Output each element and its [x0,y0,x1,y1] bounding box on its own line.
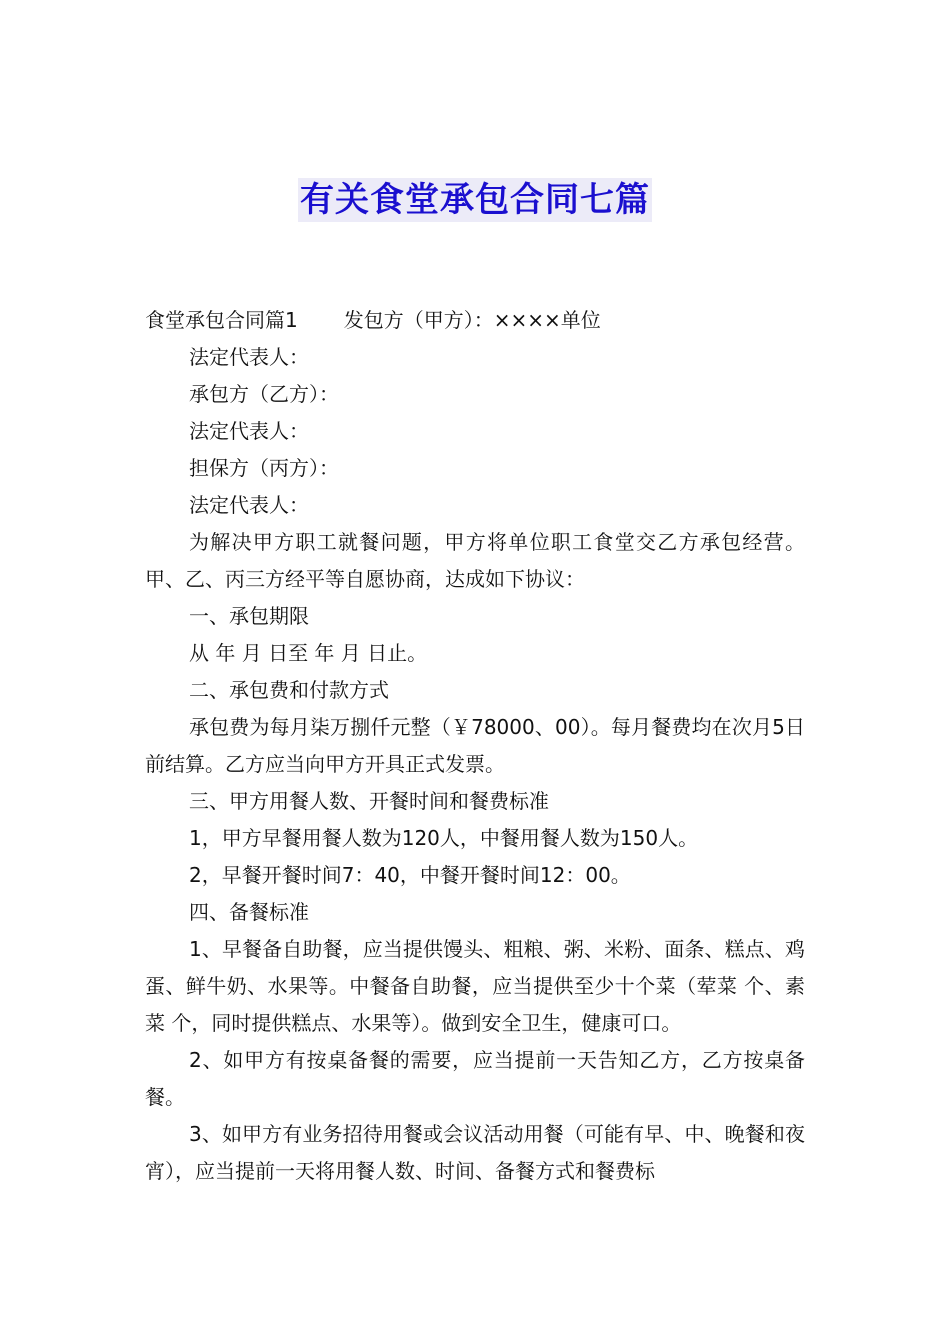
heading-fee: 二、承包费和付款方式 [189,678,389,702]
paragraph: 承包费为每月柒万捌仟元整（￥78000、00）。每月餐费均在次月5日前结算。乙方应当向甲方开具正式发票。 [145,715,805,776]
paragraph: 法定代表人： [189,493,309,517]
paragraph: 2、如甲方有按桌备餐的需要，应当提前一天告知乙方，乙方按桌备餐。 [145,1048,805,1109]
paragraph: 法定代表人： [189,345,309,369]
party-a-line: 发包方（甲方）：××××单位 [343,308,601,332]
paragraph: 1，甲方早餐用餐人数为120人，中餐用餐人数为150人。 [189,826,699,850]
paragraph: 为解决甲方职工就餐问题，甲方将单位职工食堂交乙方承包经营。甲、乙、丙三方经平等自愿协商，达成如下协议： [145,530,805,591]
paragraph: 担保方（丙方）： [189,456,339,480]
document-title: 有关食堂承包合同七篇 [300,180,650,220]
paragraph: 从 年 月 日至 年 月 日止。 [189,641,428,665]
paragraph: 承包方（乙方）： [189,382,339,406]
document-body [145,302,805,1190]
section-label: 食堂承包合同篇1 [145,308,298,332]
paragraph: 3、如甲方有业务招待用餐或会议活动用餐（可能有早、中、晚餐和夜宵），应当提前一天将用餐人数、时间、备餐方式和餐费标 [145,1122,805,1183]
heading-term: 一、承包期限 [189,604,309,628]
section-heading-line [145,302,805,339]
document-title-block [0,178,950,228]
paragraph: 2，早餐开餐时间7：40，中餐开餐时间12：00。 [189,863,631,887]
heading-prep-standard: 四、备餐标准 [189,900,309,924]
paragraph: 法定代表人： [189,419,309,443]
heading-meal-standard: 三、甲方用餐人数、开餐时间和餐费标准 [189,789,549,813]
paragraph: 1、早餐备自助餐，应当提供馒头、粗粮、粥、米粉、面条、糕点、鸡蛋、鲜牛奶、水果等。中餐备自助餐，应当提供至少十个菜（荤菜 个、素菜 个，同时提供糕点、水果等）。做到安全卫生，健康可口。 [145,937,805,1035]
